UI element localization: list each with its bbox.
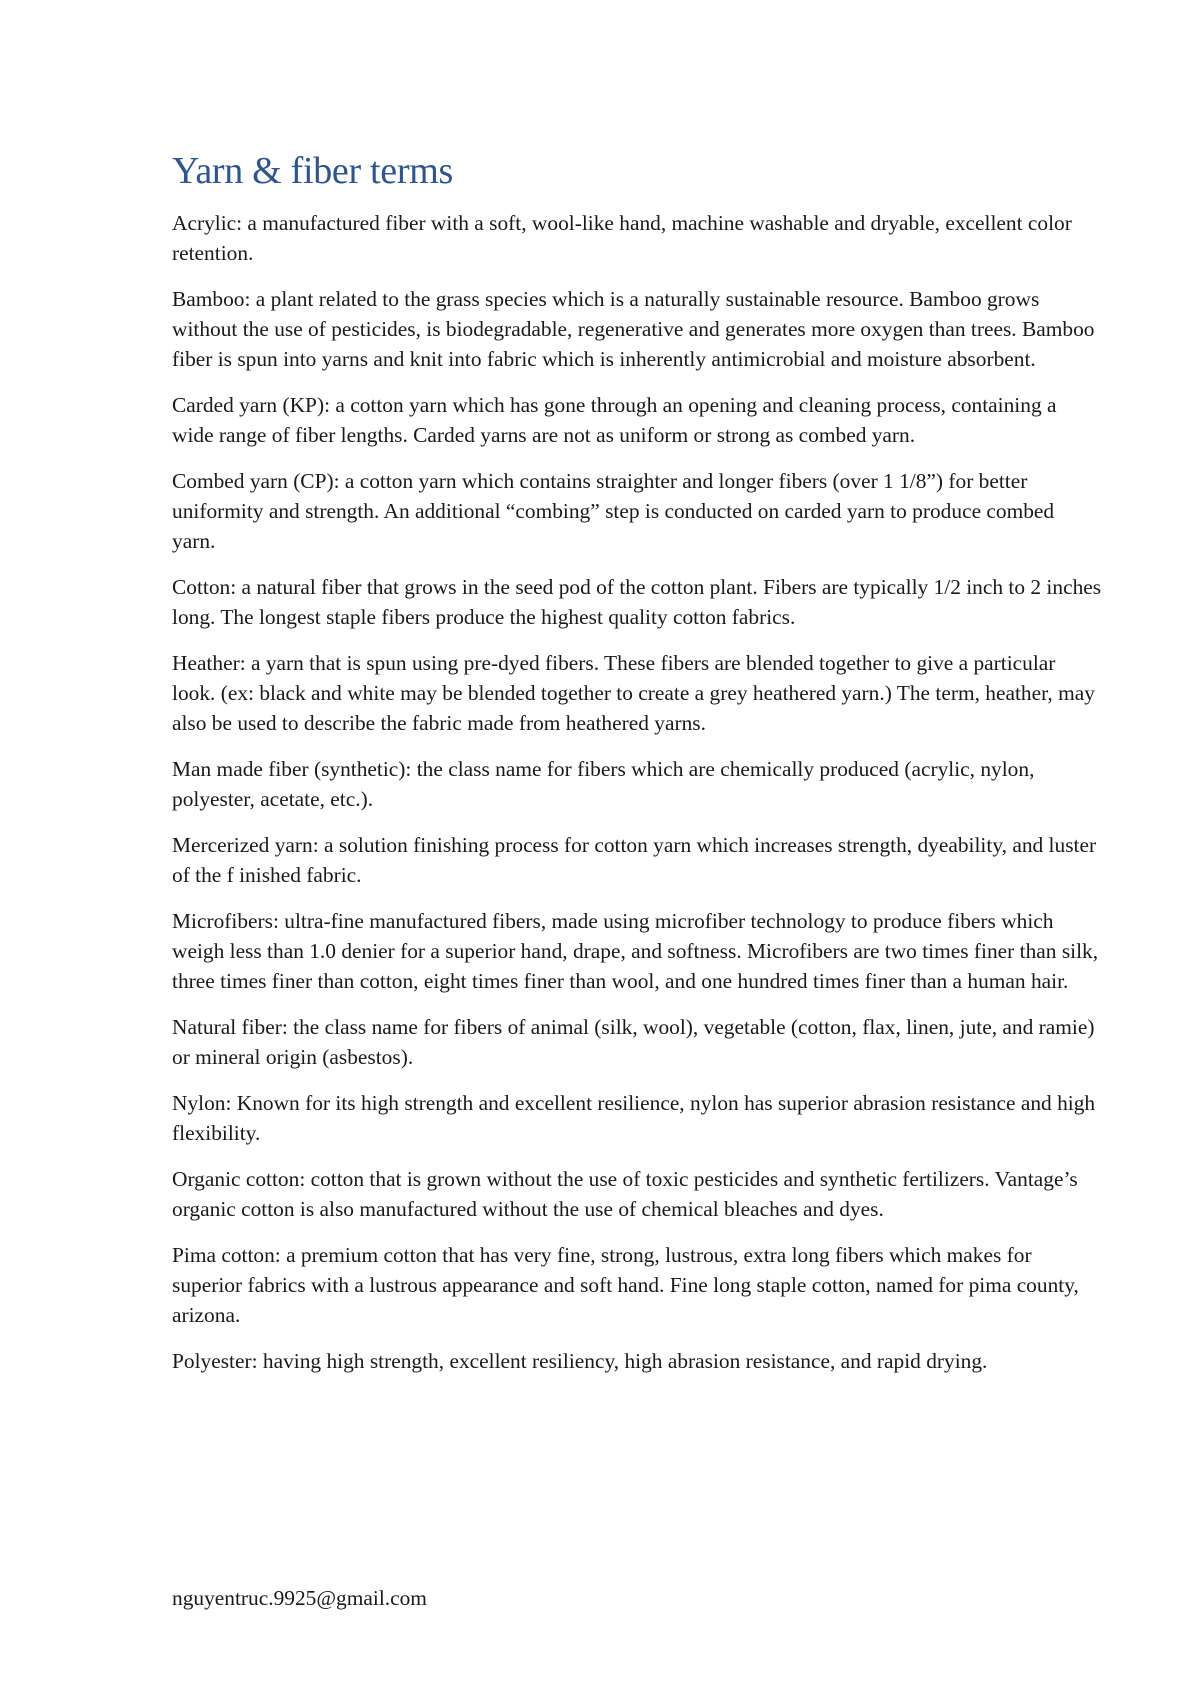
term-heather: Heather: a yarn that is spun using pre-dyed fibers. These fibers are blended together to give a particular look. (ex: black and white may be blended together to create a grey heathered yarn.) The term, heather, may also be used to describe the fabric made from heathered yarns.	[172, 650, 1095, 735]
term-acrylic: Acrylic: a manufactured fiber with a soft, wool-like hand, machine washable and dryable, excellent color retention.	[172, 210, 1072, 265]
term-mercerized-yarn: Mercerized yarn: a solution finishing process for cotton yarn which increases strength, dyeability, and luster of the f inished fabric.	[172, 832, 1097, 887]
term-carded-yarn: Carded yarn (KP): a cotton yarn which has gone through an opening and cleaning process, containing a wide range of fiber lengths. Carded yarns are not as uniform or strong as combed yarn.	[172, 392, 1057, 447]
term-combed-yarn: Combed yarn (CP): a cotton yarn which contains straighter and longer fibers (over 1 1/8”) for better uniformity and strength. An additional “combing” step is conducted on carded yarn to produce combed yarn.	[172, 468, 1055, 553]
document-page	[172, 150, 1102, 1392]
term-bamboo: Bamboo: a plant related to the grass species which is a naturally sustainable resource. Bamboo grows without the use of pesticides, is biodegradable, regenerative and generates more oxygen than trees. Bamboo fiber is spun into yarns and knit into fabric which is inherently antimicrobial and moisture absorbent.	[172, 286, 1095, 371]
term-man-made-fiber: Man made fiber (synthetic): the class name for fibers which are chemically produced (acrylic, nylon, polyester, acetate, etc.).	[172, 756, 1035, 811]
term-microfibers: Microfibers: ultra-fine manufactured fibers, made using microfiber technology to produce fibers which weigh less than 1.0 denier for a superior hand, drape, and softness. Microfibers are two times finer than silk, three times finer than cotton, eight times finer than wool, and one hundred times finer than a human hair.	[172, 908, 1099, 993]
term-cotton: Cotton: a natural fiber that grows in the seed pod of the cotton plant. Fibers are typically 1/2 inch to 2 inches long. The longest staple fibers produce the highest quality cotton fabrics.	[172, 574, 1102, 629]
terms-list	[172, 208, 1102, 1376]
term-organic-cotton: Organic cotton: cotton that is grown without the use of toxic pesticides and synthetic fertilizers. Vantage’s organic cotton is also manufactured without the use of chemical bleaches and dyes.	[172, 1166, 1078, 1221]
term-pima-cotton: Pima cotton: a premium cotton that has very fine, strong, lustrous, extra long fibers which makes for superior fabrics with a lustrous appearance and soft hand. Fine long staple cotton, named for pima county, arizona.	[172, 1242, 1079, 1327]
term-natural-fiber: Natural fiber: the class name for fibers of animal (silk, wool), vegetable (cotton, flax, linen, jute, and ramie) or mineral origin (asbestos).	[172, 1014, 1095, 1069]
term-nylon: Nylon: Known for its high strength and excellent resilience, nylon has superior abrasion resistance and high flexibility.	[172, 1090, 1096, 1145]
page-title: Yarn & fiber terms	[172, 150, 453, 192]
footer-email: nguyentruc.9925@gmail.com	[172, 1586, 427, 1610]
term-polyester: Polyester: having high strength, excellent resiliency, high abrasion resistance, and rapid drying.	[172, 1348, 988, 1373]
